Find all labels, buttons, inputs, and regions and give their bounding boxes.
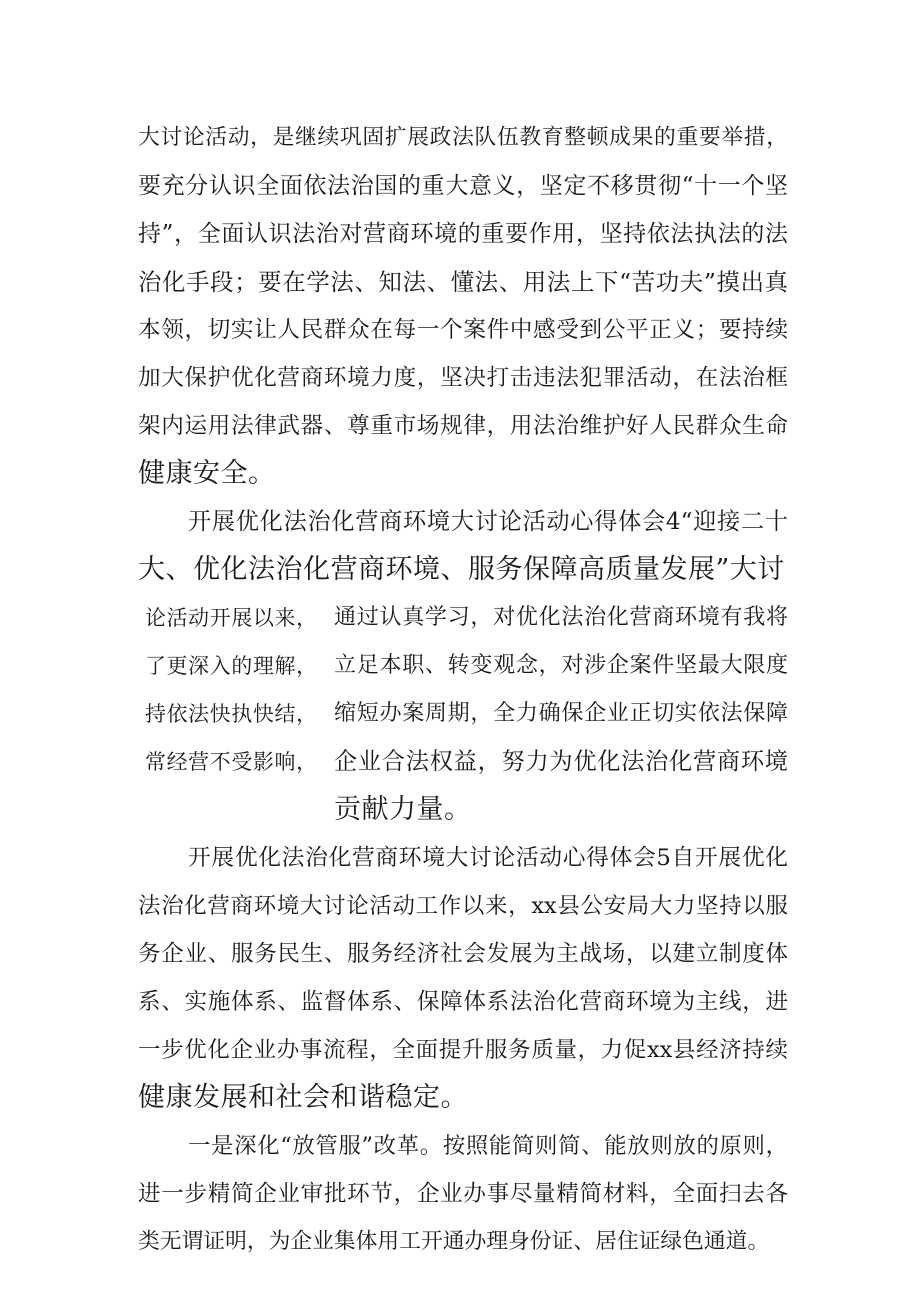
text-line: 健康发展和社会和谐稳定。 (138, 1082, 468, 1113)
right-column-line: 通过认真学习，对优化法治化营商环境有我将 (334, 605, 788, 630)
text-line: 法治化营商环境大讨论活动工作以来，xx县公安局大力坚持以服 (138, 893, 788, 919)
right-column-line: 企业合法权益，努力为优化法治化营商环境 (334, 748, 788, 775)
text-line: 大、优化法治化营商环境、服务保障高质量发展”大讨 (138, 554, 785, 585)
text-line: 架内运用法律武器、尊重市场规律，用法治维护好人民群众生命 (138, 413, 788, 439)
text-line: 一步优化企业办事流程，全面提升服务质量，力促xx县经济持续 (138, 1037, 788, 1063)
text-line: 健康安全。 (138, 458, 276, 489)
text-line: 本领，切实让人民群众在每一个案件中感受到公平正义；要持续 (138, 317, 788, 343)
text-line: 务企业、服务民生、服务经济社会发展为主战场，以建立制度体 (138, 941, 788, 967)
left-column-line: 了更深入的理解， (145, 654, 317, 678)
text-line: 一是深化“放管服”改革。按照能简则简、能放则放的原则， (188, 1133, 788, 1159)
text-line: 类无谓证明，为企业集体用工开通办理身份证、居住证绿色通道。 (138, 1229, 770, 1254)
text-line: 开展优化法治化营商环境大讨论活动心得体会4“迎接二十 (188, 508, 788, 535)
left-column-line: 持依法快执快结， (145, 702, 317, 726)
text-line: 开展优化法治化营商环境大讨论活动心得体会5自开展优化 (188, 845, 788, 871)
text-line: 持”，全面认识法治对营商环境的重要作用，坚持依法执法的法 (138, 221, 788, 247)
text-line: 大讨论活动，是继续巩固扩展政法队伍教育整顿成果的重要举措， (138, 125, 788, 150)
right-column-line: 贡献力量。 (334, 794, 472, 825)
text-line: 治化手段；要在学法、知法、懂法、用法上下“苦功夫”摸出真 (138, 268, 788, 296)
text-line: 加大保护优化营商环境力度，坚决打击违法犯罪活动，在法治框 (138, 365, 788, 391)
right-column-line: 缩短办案周期，全力确保企业正切实依法保障 (334, 701, 788, 726)
right-column-line: 立足本职、转变观念，对涉企案件坚最大限度 (334, 653, 788, 678)
text-line: 要充分认识全面依法治国的重大意义，坚定不移贯彻“十一个坚 (138, 173, 788, 199)
left-column-line: 论活动开展以来， (145, 606, 317, 630)
text-line: 进一步精简企业审批环节，企业办事尽量精简材料，全面扫去各 (138, 1181, 788, 1207)
left-column-line: 常经营不受影响， (145, 750, 317, 774)
text-line: 系、实施体系、监督体系、保障体系法治化营商环境为主线，进 (138, 989, 788, 1015)
